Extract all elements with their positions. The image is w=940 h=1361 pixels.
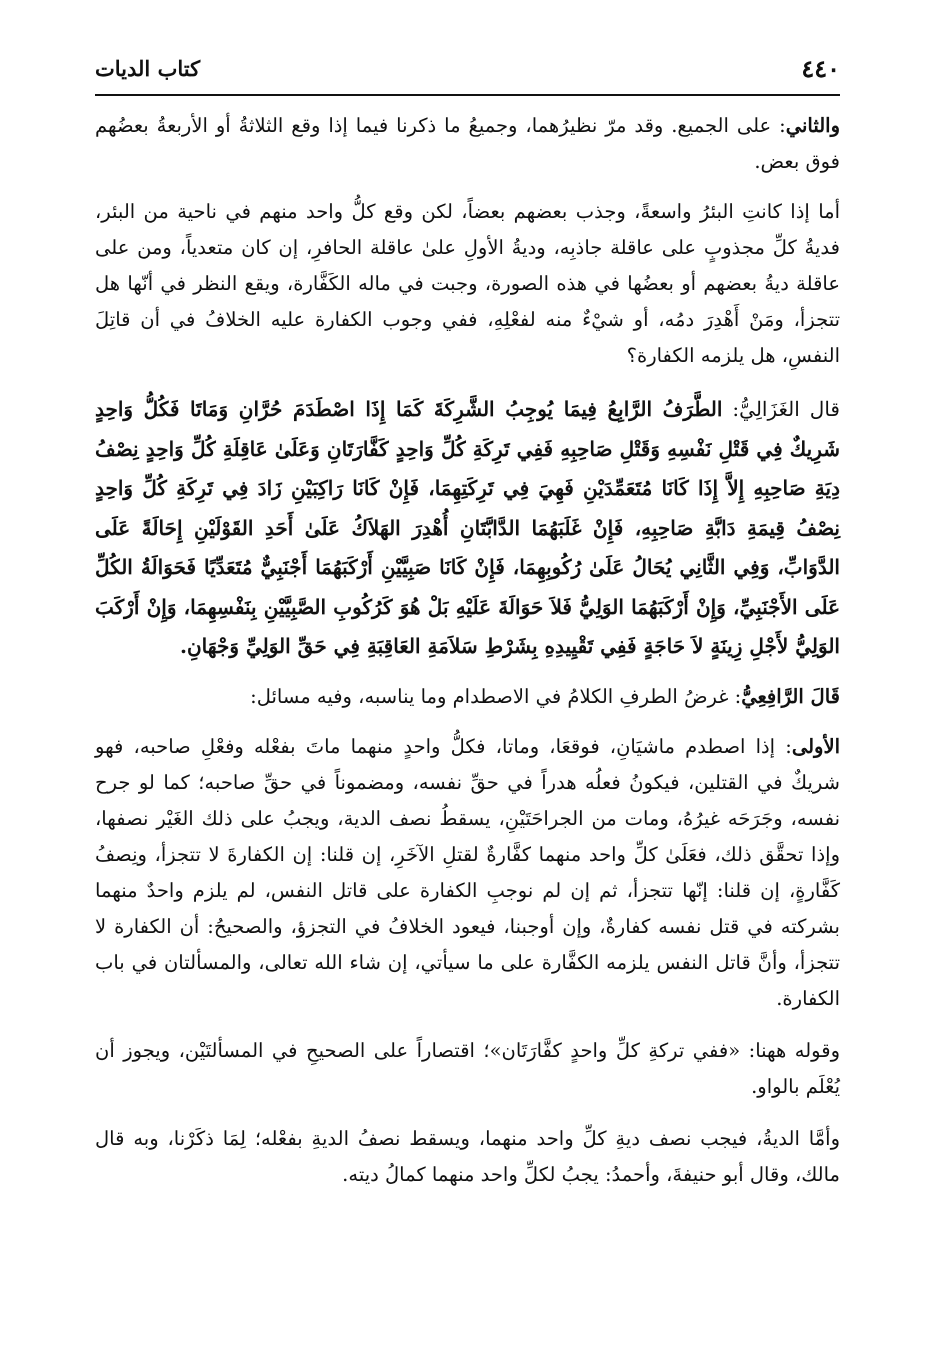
paragraph	[95, 108, 840, 180]
book-title: كتاب الديات	[95, 56, 201, 81]
paragraph-lead: الأولى	[791, 734, 840, 758]
paragraph	[95, 1033, 840, 1105]
rafii-lead: قَالَ الرَّافِعِيُّ	[741, 684, 840, 708]
ghazali-text: الطَّرَفُ الرَّابِعُ فِيمَا يُوجِبُ الشَّرِكَةَ كَمَا إِذَا اصْطَدَمَ حُرَّانِ وَمَاتَا فَكُلُّ وَاحِدٍ شَرِيكٌ فِي قَتْلِ نَفْسِهِ وَقَتْلِ صَاحِبِهِ فَفِي تَرِكَةِ كُلِّ وَاحِدٍ كَفَّارَتَانِ وَعَلَىٰ عَاقِلَةِ كُلِّ وَاحِدٍ نِصْفُ دِيَةِ صَاحِبِهِ إِلاَّ إِذَا كَانَا مُتَعَمِّدَيْنِ فَهِيَ فِي تَرِكَتِهِمَا، فَإِنْ كَانَا رَاكِبَيْنِ زَادَ فِي تَرِكَةِ كُلِّ وَاحِدٍ نِصْفُ قِيمَةِ دَابَّةِ صَاحِبِهِ، فَإِنْ غَلَبَهُمَا الدَّابَّتَانِ أُهْدِرَ الهَلاَكُ عَلَىٰ أَحَدِ القَوْلَيْنِ إِحَالَةً عَلَى الدَّوَابِّ، وَفِي الثَّانِي يُحَالُ عَلَىٰ رُكُوبِهِمَا، فَإِنْ كَانَا صَبِيَّيْنِ أَرْكَبَهُمَا أَجْنَبِيٌّ مُتَعَدِّيًا فَحَوَالَةُ الكُلِّ عَلَى الأَجْنَبِيِّ، وَإِنْ أَرْكَبَهُمَا الوَلِيُّ فَلاَ حَوَالَةَ عَلَيْهِ بَلْ هُوَ كَرُكُوبِ الصَّبِيَّيْنِ بِنَفْسِهِمَا، وَإِنْ أَرْكَبَ الوَلِيُّ لأَجْلِ زِينَةٍ لاَ حَاجَةٍ فَفِي تَقْيِيدِهِ بِشَرْطِ سَلاَمَةِ العَاقِبَةِ فِي حَقِّ الوَلِيِّ وَجْهَانِ.	[95, 397, 840, 658]
rafii-heading	[95, 679, 840, 715]
page-header	[95, 52, 840, 96]
paragraph-text: : على الجميع. وقد مرّ نظيرُهما، وجميعُ ما ذكرنا فيما إذا وقع الثلاثةُ أو الأربعةُ بعضُهم فوق بعض.	[95, 114, 840, 173]
paragraph-lead: والثاني	[785, 114, 840, 137]
rafii-text: : غرضُ الطرفِ الكلامُ في الاصطدام وما يناسبه، وفيه مسائل:	[250, 684, 742, 708]
ghazali-matn	[95, 390, 840, 667]
ghazali-lead: قال الغَزَالِيُّ:	[722, 397, 840, 421]
page-body	[95, 108, 840, 1209]
paragraph-text: : إذا اصطدم ماشيَانِ، فوقعَا، وماتا، فكلُّ واحدٍ منهما ماتَ بفعْله وفعْلِ صاحبه، فهو شريكٌ في القتلين، فيكونُ فعلُه هدراً في حقِّ نفسه، ومضموناً في حقِّ صاحبه؛ كما لو جرح نفسه، وجَرَحَه غيرُهُ، ومات من الجراحَتَيْنِ، يسقطُ نصف الدية، ويجبُ على ذلك الغَيْر نصفها، وإذا تحقَّق ذلك، فعَلَىٰ كلِّ واحد منهما كفَّارةٌ لقتلِ الآخَرِ، إن قلنا: إن الكفارةَ لا تتجزأ، ونِصفُ كَفَّارةٍ، إن قلنا: إنّها تتجزأ، ثم إن لم نوجبِ الكفارة على قاتل النفس، لم يلزم واحدٌ منهما بشركته في قتل نفسه كفارةٌ، وإن أوجبنا، فيعود الخلافُ في التجزؤ، والصحيحُ: أن الكفارة لا تتجزأ، وأنَّ قاتل النفس يلزمه الكفَّارة على ما سيأتي، إن شاء الله تعالى، والمسألتان في باب الكفارة.	[95, 734, 840, 1010]
paragraph-text: وقوله ههنا: «ففي تركةِ كلِّ واحدٍ كفَّارَتَان»؛ اقتصاراً على الصحيحِ في المسألتَيْن، ويجوز أن يُعْلَم بالواو.	[95, 1038, 840, 1098]
paragraph	[95, 729, 840, 1017]
paragraph-text: أما إذا كانتِ البئرُ واسعةً، وجذب بعضهم بعضاً، لكن وقع كلُّ واحد منهم في ناحية من البئر، فديةُ كلِّ مجذوبٍ على عاقلة جاذبِه، وديةُ الأولِ علىٰ عاقلة الحافرِ، إن كان متعدياً، ومن على عاقلة ديةُ بعضهم أو بعضُها في هذه الصورة، وجبت في ماله الكَفَّارة، ويقع النظر في أنّها هل تتجزأ، ومَنْ أَهْدِرَ دمُه، أو شيْءٌ منه لفعْلِهِ، ففي وجوب الكفارة عليه الخلافُ في أن قاتِلَ النفسِ، هل يلزمه الكفارة؟	[95, 200, 840, 367]
paragraph	[95, 194, 840, 374]
paragraph	[95, 1121, 840, 1193]
paragraph-text: وأمَّا الديةُ، فيجب نصف ديةِ كلِّ واحد منهما، ويسقط نصفُ الديةِ بفعْله؛ لِمَا ذكَرْنا، وبه قال مالك، وقال أبو حنيفةَ، وأحمدُ: يجبُ لكلِّ واحد منهما كمالُ ديته.	[95, 1126, 840, 1186]
page-number: ٤٤٠	[801, 54, 840, 83]
